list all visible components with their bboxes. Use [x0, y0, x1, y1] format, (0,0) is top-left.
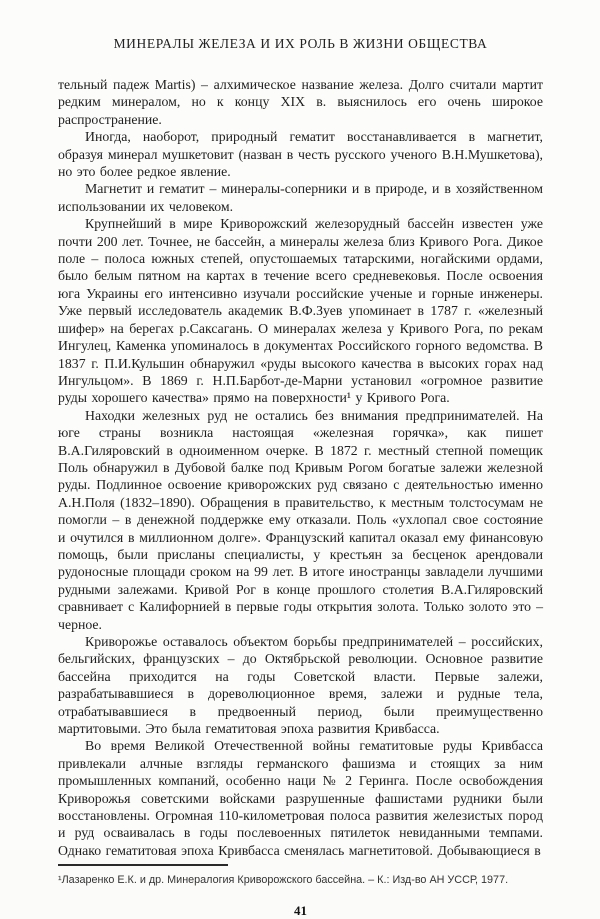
body-paragraph: Находки железных руд не остались без внимания предпринимателей. На юге страны возникла настоящая «железная горячка», как пишет В.А.Гиляровский в одноименном очерке. В 1872 г. местный степной помещик Поль обнаружил в Дубовой балке под Кривым Рогом богатые залежи железной руды. Подлинное освоение криворожских руд связано с деятельностью именно А.Н.Поля (1832–1890). Обращения в правительство, к местным толстосумам не помогли – в денежной поддержке ему отказали. Поль «ухлопал свое состояние и очутился в миллионном долге». Французский капитал оказал ему финансовую помощь, были присланы специалисты, у крестьян за бесценок арендовали рудоносные площади сроком на 99 лет. В итоге иностранцы завладели лучшими рудными залежами. Кривой Рог в конце прошлого столетия В.А.Гиляровский сравнивает с Калифорнией в первые годы открытия золота. Только золото это – черное.	[58, 407, 543, 632]
body-text-column	[58, 76, 543, 859]
body-paragraph: Магнетит и гематит – минералы-соперники и в природе, и в хозяйственном использовании их человеком.	[58, 181, 543, 214]
body-paragraph: Во время Великой Отечественной войны гематитовые руды Кривбасса привлекали алчные взгляды германского фашизма и стоящих за ним промышленных компаний, особенно наци № 2 Геринга. После освобождения Криворожья советскими войсками разрушенные фашистами рудники были восстановлены. Огромная 110-километровая полоса развития железистых пород и руд осваивалась в годы послевоенных пятилеток невиданными темпами. Однако гематитовая эпоха Кривбасса сменялась магнетитовой. Добывающиеся в	[58, 738, 543, 858]
footnote-divider	[58, 864, 228, 866]
page-number: 41	[294, 903, 307, 919]
running-header: МИНЕРАЛЫ ЖЕЛЕЗА И ИХ РОЛЬ В ЖИЗНИ ОБЩЕСТВА	[113, 36, 488, 51]
body-paragraph: Криворожье оставалось объектом борьбы предпринимателей – российских, бельгийских, французских – до Октябрьской революции. Основное развитие бассейна приходится на годы Советской власти. Первые залежи, разрабатывавшиеся в дореволюционное время, залежи и рудные тела, отрабатывавшиеся в предвоенный период, были преимущественно мартитовыми. Это была гематитовая эпоха развития Кривбасса.	[58, 634, 543, 737]
body-paragraph: тельный падеж Martis) – алхимическое название железа. Долго считали мартит редким минералом, но к концу XIX в. выяснилось его очень широкое распространение.	[58, 77, 543, 127]
footnote-text: ¹Лазаренко Е.К. и др. Минералогия Криворожского бассейна. – К.: Изд-во АН УССР, 1977.	[58, 874, 509, 887]
body-paragraph: Крупнейший в мире Криворожский железорудный бассейн известен уже почти 200 лет. Точнее, не бассейн, а минералы железа близ Кривого Рога. Дикое поле – полоса южных степей, опустошаемых татарскими, ногайскими ордами, было белым пятном на картах в течение всего средневековья. После освоения юга Украины его интенсивно изучали российские ученые и горные инженеры. Уже первый исследователь академик В.Ф.Зуев упоминает в 1787 г. «железный шифер» на берегах р.Саксагань. О минералах железа у Кривого Рога, по рекам Ингулец, Каменка упоминалось в документах Российского горного ведомства. В 1837 г. П.И.Кульшин обнаружил «руды высокого качества в высоких горах над Ингульцом». В 1869 г. Н.П.Барбот-де-Марни установил «огромное развитие руды хорошего качества» прямо на поверхности¹ у Кривого Рога.	[58, 216, 543, 406]
body-paragraph: Иногда, наоборот, природный гематит восстанавливается в магнетит, образуя минерал мушкетовит (назван в честь русского ученого В.Н.Мушкетова), но это более редкое явление.	[58, 129, 543, 180]
